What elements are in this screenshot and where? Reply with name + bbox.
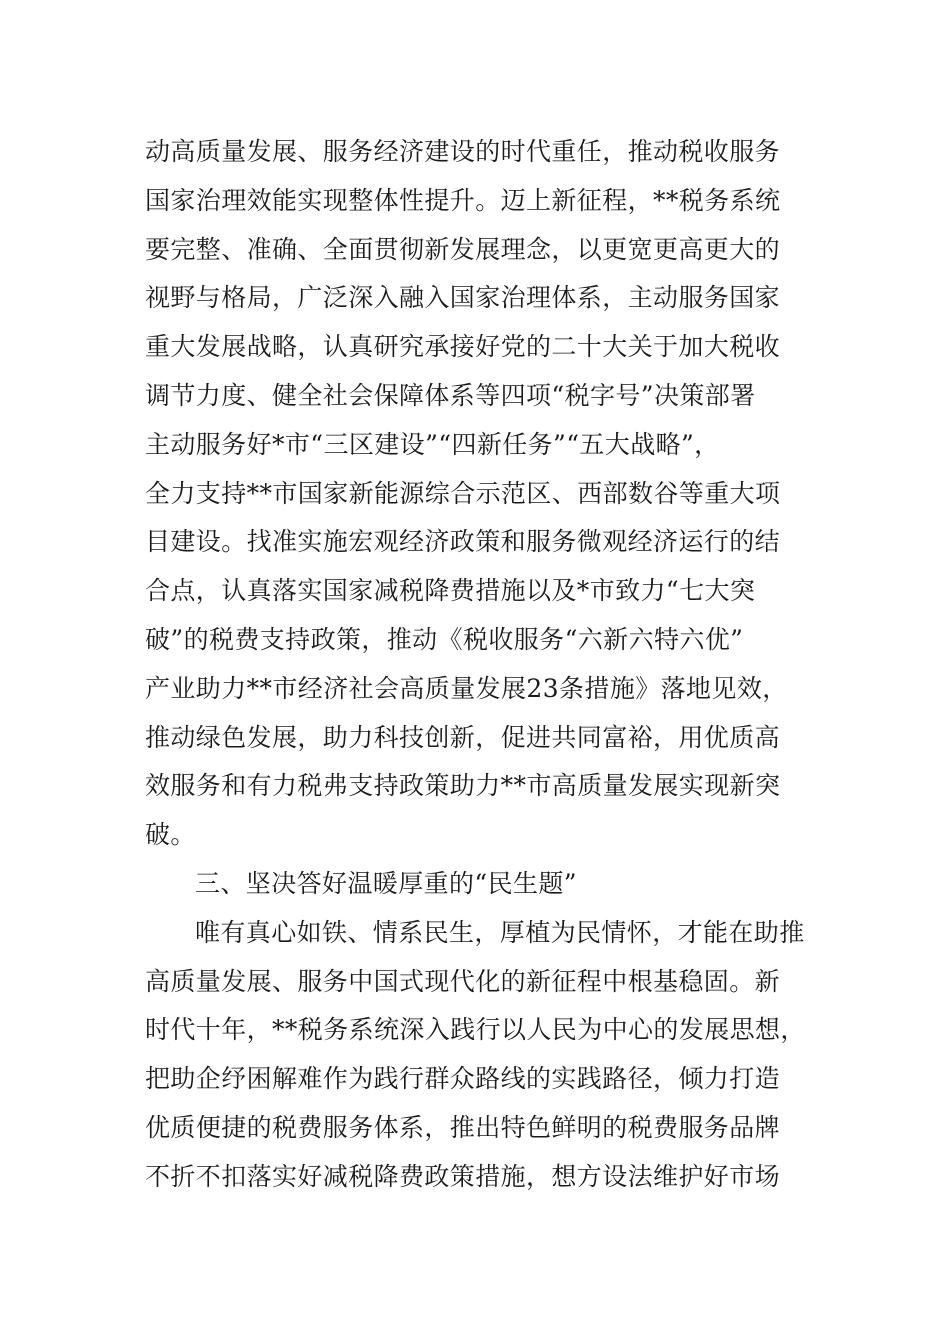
text-line: 合点，认真落实国家减税降费措施以及*市致力“七大突 bbox=[145, 576, 756, 606]
text-line: 破”的税费支持政策，推动《税收服务“六新六特六优” bbox=[145, 624, 744, 654]
text-line: 时代十年，**税务系统深入践行以人民为中心的发展思想， bbox=[145, 1015, 806, 1045]
body-text bbox=[145, 128, 825, 1202]
text-line: 推动绿色发展，助力科技创新，促进共同富裕，用优质高 bbox=[145, 722, 781, 752]
text-line: 重大发展战略，认真研究承接好党的二十大关于加大税收 bbox=[145, 332, 781, 362]
text-line: 把助企纾困解难作为践行群众路线的实践路径，倾力打造 bbox=[145, 1064, 781, 1094]
text-line: 视野与格局，广泛深入融入国家治理体系，主动服务国家 bbox=[145, 283, 781, 313]
text-line: 全力支持**市国家新能源综合示范区、西部数谷等重大项 bbox=[145, 478, 781, 508]
text-line: 主动服务好*市“三区建设”“四新任务”“五大战略”， bbox=[145, 429, 720, 459]
text-line: 目建设。找准实施宏观经济政策和服务微观经济运行的结 bbox=[145, 527, 781, 557]
text-line: 产业助力**市经济社会高质量发展23条措施》落地见效， bbox=[145, 673, 788, 703]
section-heading: 三、坚决答好温暖厚重的“民生题” bbox=[195, 868, 577, 898]
text-line: 调节力度、健全社会保障体系等四项“税字号”决策部署 bbox=[145, 380, 756, 410]
text-line: 破。 bbox=[145, 820, 196, 850]
text-line: 优质便捷的税费服务体系，推出特色鲜明的税费服务品牌 bbox=[145, 1112, 781, 1142]
text-line: 效服务和有力税弗支持政策助力**市高质量发展实现新突 bbox=[145, 771, 781, 801]
text-line: 唯有真心如铁、情系民生，厚植为民情怀，才能在助推 bbox=[195, 917, 805, 947]
text-line: 高质量发展、服务中国式现代化的新征程中根基稳固。新 bbox=[145, 966, 781, 996]
text-line: 要完整、准确、全面贯彻新发展理念，以更宽更高更大的 bbox=[145, 234, 781, 264]
text-line: 国家治理效能实现整体性提升。迈上新征程，**税务系统 bbox=[145, 185, 781, 215]
text-line: 不折不扣落实好减税降费政策措施，想方设法维护好市场 bbox=[145, 1161, 781, 1191]
text-line: 动高质量发展、服务经济建设的时代重任，推动税收服务 bbox=[145, 137, 781, 166]
